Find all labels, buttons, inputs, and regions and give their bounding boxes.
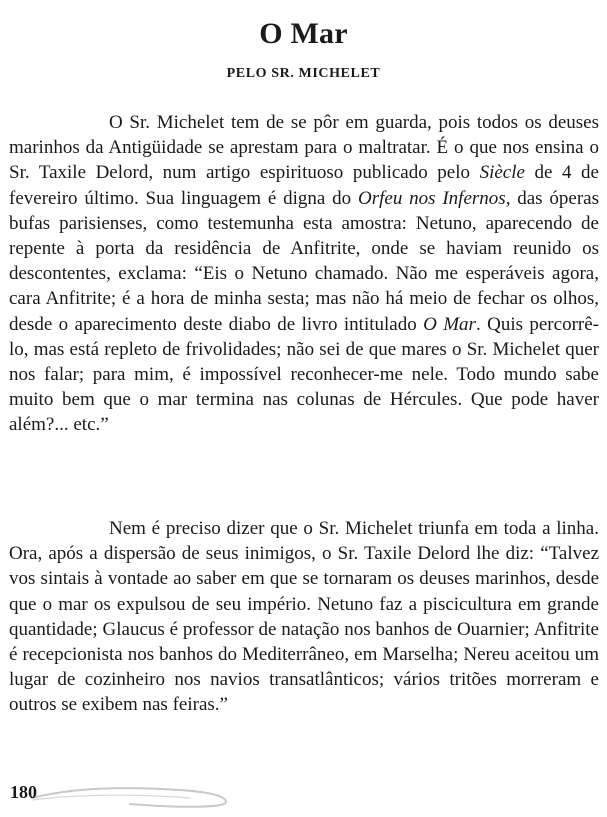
emphasis-siecle: Siècle: [479, 162, 525, 184]
page-number-swoosh-icon: [30, 782, 230, 812]
paragraph-2: [9, 516, 599, 718]
paragraph-1-text-a: O Sr. Michelet tem de se pôr em guarda, pois todos os deuses marinhos da Antigüidade se aprestam para o maltratar. É o que nos ensina o Sr. Taxile Delord, num artigo espirituoso publicado pelo: [9, 112, 599, 184]
paragraph-1-text-d: . Quis percorrê-lo, mas está repleto de frivolidades; não sei de que mares o Sr. Michelet quer nos falar; para mim, é impossível reconhecer-me nele. Todo mundo sabe muito bem que o mar termina nas colunas de Hércules. Que pode haver além?... etc.”: [9, 313, 599, 436]
chapter-subtitle: PELO SR. MICHELET: [226, 66, 381, 81]
paragraph-1-text-b: de 4 de fevereiro último. Sua linguagem é digna do: [9, 162, 599, 209]
emphasis-o-mar: O Mar: [423, 313, 476, 335]
emphasis-orfeu: Orfeu nos Infernos: [358, 187, 506, 209]
page-number: 180: [10, 782, 37, 802]
paragraph-2-text: Nem é preciso dizer que o Sr. Michelet triunfa em toda a linha. Ora, após a dispersão de seus inimigos, o Sr. Taxile Delord lhe diz: “Talvez vos sintais à vontade ao saber em que se tornaram os deuses marinhos, desde que o mar os expulsou de seu império. Netuno faz a piscicultura em grande quantidade; Glaucus é professor de natação nos banhos de Ouarnier; Anfitrite é recepcionista nos banhos do Mediterrâneo, em Marselha; Nereu aceitou um lugar de cozinheiro nos navios transatlânticos; vários tritões morreram e outros se exibem nas feiras.”: [9, 518, 599, 716]
chapter-title: O Mar: [259, 17, 348, 50]
paragraph-1-text-c: , das óperas bufas parisienses, como testemunha esta amostra: Netuno, aparecendo de repente à porta da residência de Anfitrite, onde se haviam reunido os descontentes, exclama: “Eis o Netuno chamado. Não me esperáveis agora, cara Anfitrite; é a hora de minha sesta; mas não há meio de fechar os olhos, desde o aparecimento deste diabo de livro intitulado: [9, 187, 599, 335]
paragraph-1: [9, 110, 599, 438]
